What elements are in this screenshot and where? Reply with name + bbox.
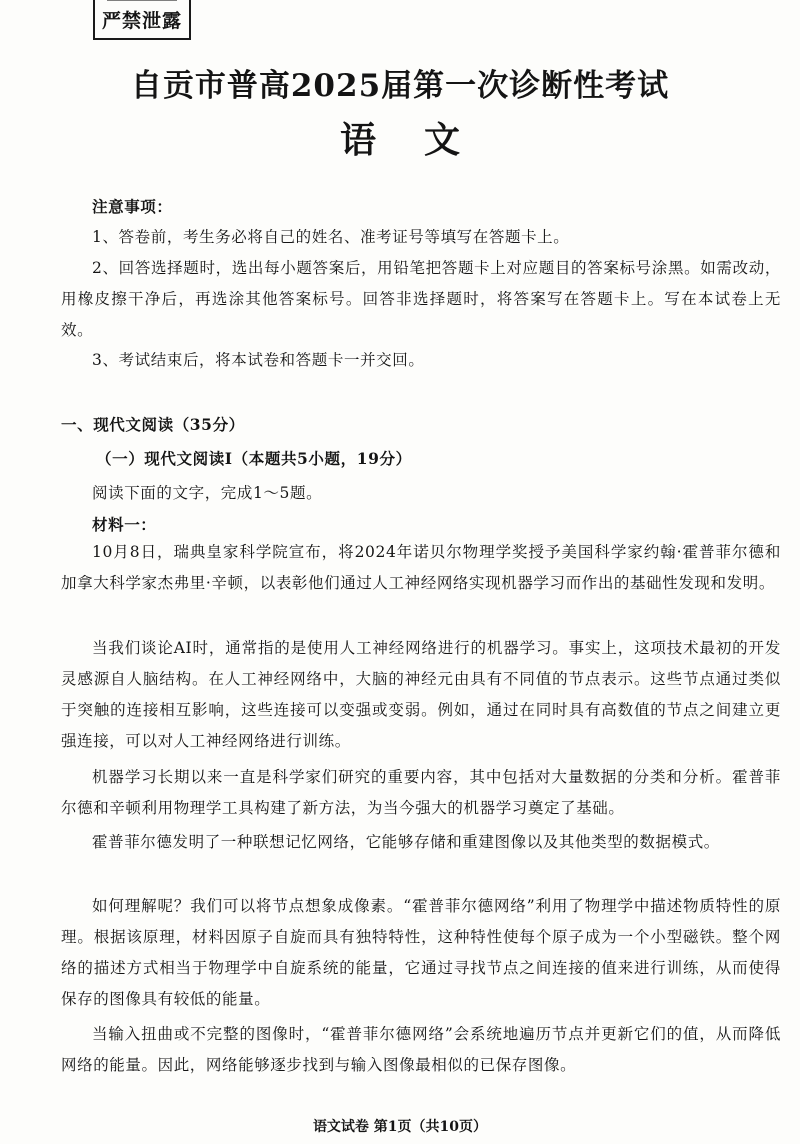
material-paragraph-3: 机器学习长期以来一直是科学家们研究的重要内容，其中包括对大量数据的分类和分析。霍普菲尔德和辛顿利用物理学工具构建了新方法，为当今强大的机器学习奠定了基础。 xyxy=(61,768,781,817)
material-label: 材料一： xyxy=(92,515,157,534)
sub-section-heading: （一）现代文阅读Ⅰ（本题共5小题，19分） xyxy=(96,449,412,468)
material-paragraph-4: 霍普菲尔德发明了一种联想记忆网络，它能够存储和重建图像以及其他类型的数据模式。 xyxy=(92,833,720,851)
material-paragraph-2: 当我们谈论AI时，通常指的是使用人工神经网络进行的机器学习。事实上，这项技术最初的开发灵感源自人脑结构。在人工神经网络中，大脑的神经元由具有不同值的节点表示。这些节点通过类似于突触的连接相互影响，这些连接可以变强或变弱。例如，通过在同时具有高数值的节点之间建立更强连接，可以对人工神经网络进行训练。 xyxy=(61,639,781,750)
subject-title: 语文 xyxy=(339,119,508,161)
material-paragraph-5: 如何理解呢？我们可以将节点想象成像素。“霍普菲尔德网络”利用了物理学中描述物质特性的原理。根据该原理，材料因原子自旋而具有独特特性，这种特性使每个原子成为一个小型磁铁。整个网络的描述方式相当于物理学中自旋系统的能量，它通过寻找节点之间连接的值来进行训练，从而使得保存的图像具有较低的能量。 xyxy=(61,897,781,1008)
section-heading: 一、现代文阅读（35分） xyxy=(61,415,245,434)
stamp-label: 严禁泄露 xyxy=(101,10,182,32)
stamp-cut-text xyxy=(107,0,177,1)
reading-instruction: 阅读下面的文字，完成1～5题。 xyxy=(92,484,323,502)
material-paragraph-6: 当输入扭曲或不完整的图像时，“霍普菲尔德网络”会系统地遍历节点并更新它们的值，从而降低网络的能量。因此，网络能够逐步找到与输入图像最相似的已保存图像。 xyxy=(61,1025,781,1074)
exam-title: 自贡市普高2025届第一次诊断性考试 xyxy=(130,68,670,104)
note-item-3: 3、考试结束后，将本试卷和答题卡一并交回。 xyxy=(92,351,425,369)
notes-heading: 注意事项： xyxy=(92,197,173,216)
confidential-stamp xyxy=(93,0,191,40)
note-item-2: 2、回答选择题时，选出每小题答案后，用铅笔把答题卡上对应题目的答案标号涂黑。如需改动，用橡皮擦干净后，再选涂其他答案标号。回答非选择题时，将答案写在答题卡上。写在本试卷上无效。 xyxy=(61,259,781,339)
note-item-1: 1、答卷前，考生务必将自己的姓名、准考证号等填写在答题卡上。 xyxy=(92,228,570,246)
material-paragraph-1: 10月8日，瑞典皇家科学院宣布，将2024年诺贝尔物理学奖授予美国科学家约翰·霍普菲尔德和加拿大科学家杰弗里·辛顿，以表彰他们通过人工神经网络实现机器学习而作出的基础性发现和发明。 xyxy=(61,543,781,592)
page-footer: 语文试卷 第1页（共10页） xyxy=(312,1119,488,1135)
